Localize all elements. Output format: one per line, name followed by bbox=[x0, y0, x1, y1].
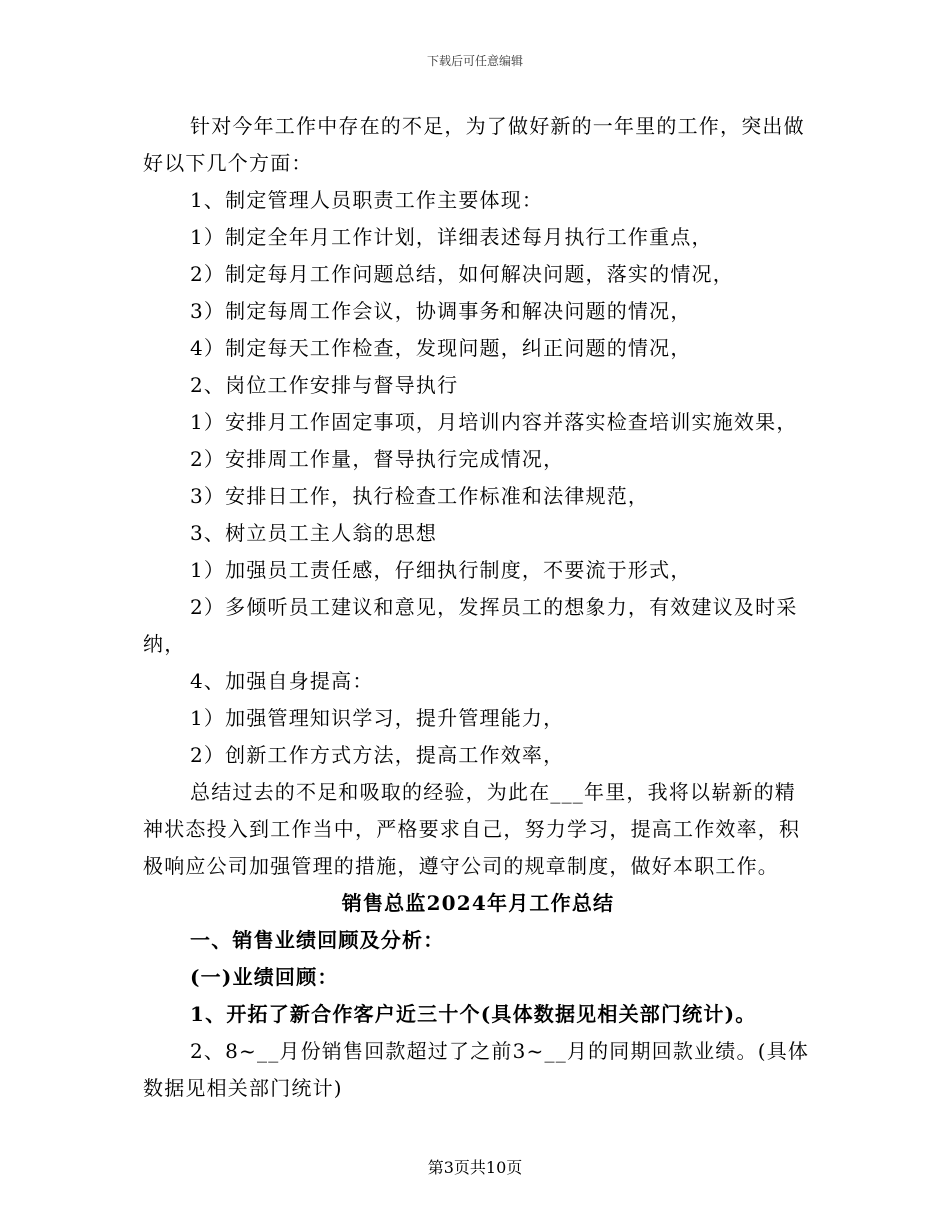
section-heading-3: 3、树立员工主人翁的思想 bbox=[190, 521, 438, 545]
list-item: 1）加强员工责任感，仔细执行制度，不要流于形式， bbox=[190, 558, 692, 582]
page-header: 下载后可任意编辑 bbox=[426, 54, 523, 68]
intro-paragraph: 针对今年工作中存在的不足，为了做好新的一年里的工作，突出做好以下几个方面： bbox=[143, 114, 805, 175]
list-item: 2、8~__月份销售回款超过了之前3~__月的同期回款业绩。(具体数据见相关部门统计) bbox=[143, 1039, 810, 1100]
list-item: 3）安排日工作，执行检查工作标准和法律规范， bbox=[190, 484, 650, 508]
subsection-heading: (一)业绩回顾： bbox=[190, 965, 339, 989]
document-body bbox=[143, 108, 813, 1107]
section-heading: 一、销售业绩回顾及分析： bbox=[190, 928, 445, 952]
bold-list-item: 1、开拓了新合作客户近三十个(具体数据见相关部门统计)。 bbox=[190, 1002, 757, 1026]
list-item: 2）创新工作方式方法，提高工作效率， bbox=[190, 743, 565, 767]
list-item: 2）安排周工作量，督导执行完成情况， bbox=[190, 447, 565, 471]
document-title: 销售总监2024年月工作总结 bbox=[341, 891, 615, 915]
list-item: 3）制定每周工作会议，协调事务和解决问题的情况， bbox=[190, 299, 692, 323]
section-heading-1: 1、制定管理人员职责工作主要体现： bbox=[190, 188, 544, 212]
list-item: 1）安排月工作固定事项，月培训内容并落实检查培训实施效果， bbox=[190, 410, 798, 434]
list-item: 2）多倾听员工建议和意见，发挥员工的想象力，有效建议及时采纳， bbox=[143, 595, 798, 656]
list-item: 2）制定每月工作问题总结，如何解决问题，落实的情况， bbox=[190, 262, 734, 286]
section-heading-4: 4、加强自身提高： bbox=[190, 669, 374, 693]
summary-paragraph: 总结过去的不足和吸取的经验，为此在___年里，我将以崭新的精神状态投入到工作当中，严格要求自己，努力学习，提高工作效率，积极响应公司加强管理的措施，遵守公司的规章制度，做好本职工作。 bbox=[143, 780, 801, 878]
page-number: 第3页共10页 bbox=[427, 1158, 523, 1177]
list-item: 1）制定全年月工作计划，详细表述每月执行工作重点， bbox=[190, 225, 713, 249]
list-item: 4）制定每天工作检查，发现问题，纠正问题的情况， bbox=[190, 336, 692, 360]
list-item: 1）加强管理知识学习，提升管理能力， bbox=[190, 706, 565, 730]
section-heading-2: 2、岗位工作安排与督导执行 bbox=[190, 373, 459, 397]
